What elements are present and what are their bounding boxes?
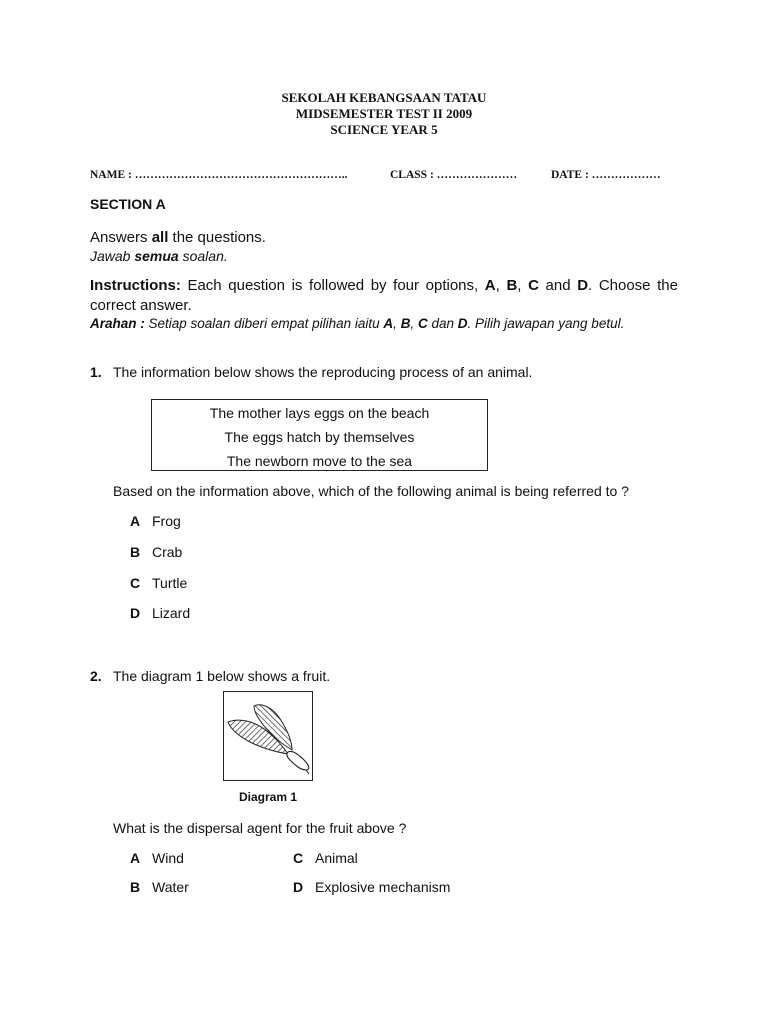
school-name: SEKOLAH KEBANGSAAN TATAU bbox=[281, 90, 487, 105]
text-fragment: Jawab bbox=[90, 248, 135, 264]
text-fragment: Setiap soalan diberi empat pilihan iaitu bbox=[144, 316, 384, 331]
date-field: DATE : ……………… bbox=[551, 169, 661, 181]
question-2-prompt: What is the dispersal agent for the fruit above ? bbox=[113, 820, 407, 836]
class-field: CLASS : ………………… bbox=[390, 169, 518, 181]
instructions-ms bbox=[90, 316, 624, 331]
text-fragment: , bbox=[517, 277, 529, 294]
answer-instruction-en bbox=[90, 229, 266, 246]
name-field: NAME : ……………………………………………….. bbox=[90, 169, 348, 181]
text-fragment: C bbox=[417, 316, 428, 331]
option-text: Lizard bbox=[152, 605, 191, 621]
instructions-label: Instructions: bbox=[90, 277, 181, 294]
text-fragment: A bbox=[484, 277, 496, 294]
option-text: Wind bbox=[152, 850, 184, 866]
option-letter: D bbox=[130, 605, 141, 621]
info-line: The eggs hatch by themselves bbox=[224, 429, 415, 445]
option-letter: C bbox=[130, 575, 141, 591]
text-fragment: , bbox=[410, 316, 418, 331]
question-1-number: 1. bbox=[90, 364, 102, 380]
text-fragment: and bbox=[538, 277, 578, 294]
question-1-info-box bbox=[151, 399, 488, 471]
option-letter: A bbox=[130, 850, 141, 866]
option-text: Animal bbox=[315, 850, 358, 866]
question-1-prompt: Based on the information above, which of the following animal is being referred to ? bbox=[113, 483, 629, 499]
text-fragment: B bbox=[506, 277, 518, 294]
instructions-line1 bbox=[90, 277, 678, 294]
winged-fruit-icon bbox=[224, 692, 312, 780]
text-fragment: C bbox=[528, 277, 539, 294]
answer-instruction-ms bbox=[90, 248, 228, 264]
subject-name: SCIENCE YEAR 5 bbox=[330, 122, 438, 137]
option-text: Explosive mechanism bbox=[315, 879, 451, 895]
text-fragment: soalan. bbox=[178, 248, 228, 264]
info-line: The newborn move to the sea bbox=[226, 453, 413, 469]
option-text: Frog bbox=[152, 513, 181, 529]
text-fragment: A bbox=[383, 316, 394, 331]
text-fragment: D bbox=[577, 277, 589, 294]
option-letter: B bbox=[130, 879, 141, 895]
option-text: Water bbox=[152, 879, 189, 895]
text-fragment: Each question is followed by four options, bbox=[180, 277, 485, 294]
text-fragment: D bbox=[457, 316, 468, 331]
option-letter: A bbox=[130, 513, 141, 529]
section-title: SECTION A bbox=[90, 196, 166, 212]
diagram-1-box bbox=[223, 691, 313, 781]
exam-header bbox=[0, 90, 768, 138]
question-2-number: 2. bbox=[90, 668, 102, 684]
option-text: Crab bbox=[152, 544, 183, 560]
text-fragment: , bbox=[495, 277, 507, 294]
question-1-text: The information below shows the reproducing process of an animal. bbox=[113, 364, 533, 380]
test-name: MIDSEMESTER TEST II 2009 bbox=[295, 106, 473, 121]
question-2-text: The diagram 1 below shows a fruit. bbox=[113, 668, 331, 684]
text-fragment: . Choose the bbox=[588, 277, 678, 294]
option-text: Turtle bbox=[152, 575, 188, 591]
option-letter: D bbox=[293, 879, 304, 895]
text-fragment: . Pilih jawapan yang betul. bbox=[467, 316, 625, 331]
text-fragment: semua bbox=[134, 248, 179, 264]
text-fragment: all bbox=[151, 229, 169, 246]
diagram-1-caption: Diagram 1 bbox=[238, 790, 298, 804]
option-letter: B bbox=[130, 544, 141, 560]
option-letter: C bbox=[293, 850, 304, 866]
text-fragment: B bbox=[400, 316, 411, 331]
text-fragment: Answers bbox=[90, 229, 152, 246]
instructions-ms-label: Arahan : bbox=[90, 316, 145, 331]
info-line: The mother lays eggs on the beach bbox=[209, 405, 430, 421]
text-fragment: , bbox=[393, 316, 401, 331]
instructions-line2: correct answer. bbox=[90, 297, 192, 314]
text-fragment: the questions. bbox=[168, 229, 266, 246]
text-fragment: dan bbox=[427, 316, 458, 331]
